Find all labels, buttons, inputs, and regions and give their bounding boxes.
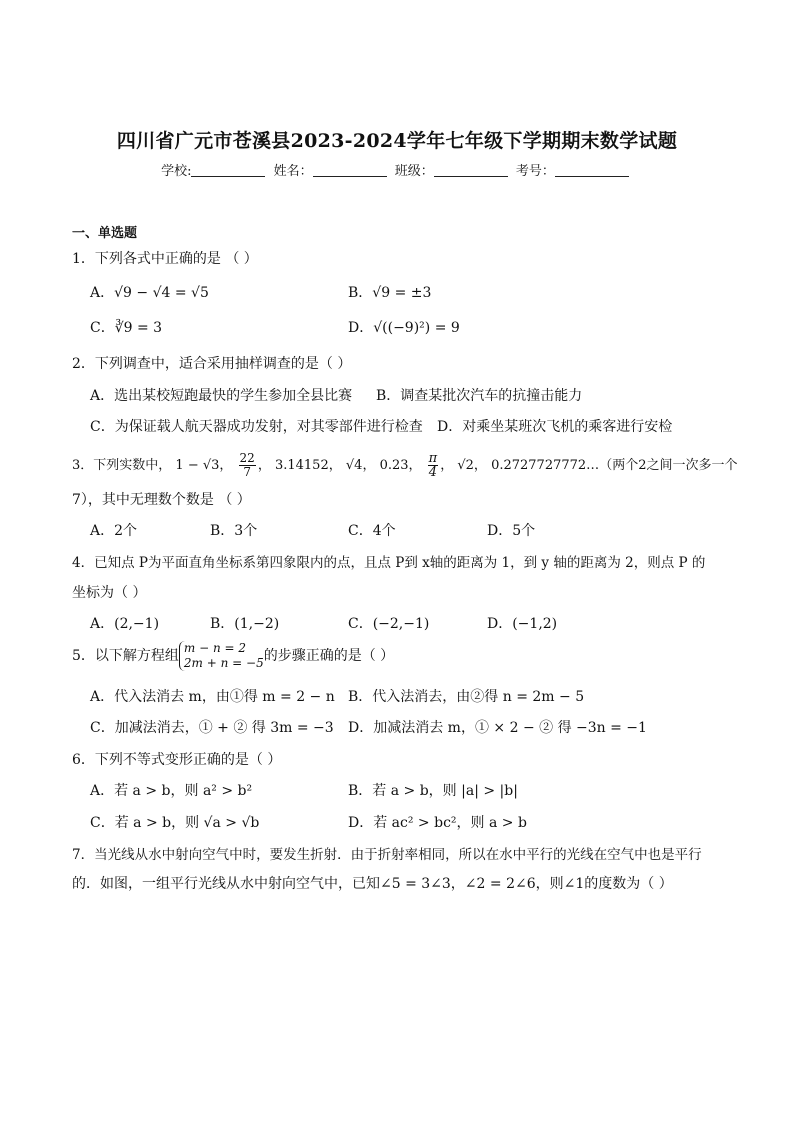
q4-stem-line1: 4．已知点 P为平面直角坐标系第四象限内的点，且点 P到 x轴的距离为 1，到 y 轴的距离为 2，则点 P 的 xyxy=(72,555,706,571)
name-blank[interactable] xyxy=(313,164,387,177)
q3-number-8: 0.2727727772… xyxy=(491,458,600,473)
q4-option-d[interactable]: D．(−1,2) xyxy=(487,616,558,632)
q2-option-c[interactable]: C．为保证载人航天器成功发射，对其零部件进行检查 xyxy=(90,419,423,435)
q5-option-c[interactable]: C．加减法消去，① + ② 得 3m = −3 xyxy=(90,720,334,736)
q4-option-b[interactable]: B．(1,−2) xyxy=(210,616,280,632)
q5-equation-2: 2m + n = −5 xyxy=(183,656,264,670)
q1-option-a[interactable]: A．√9 − √4 = √5 xyxy=(90,285,209,301)
q2-option-d[interactable]: D．对乘坐某班次飞机的乘客进行安检 xyxy=(437,419,673,435)
q2-option-a[interactable]: A．选出某校短跑最快的学生参加全县比赛 xyxy=(90,388,353,404)
q3-frac-num: 22 xyxy=(239,451,255,465)
q6-option-c[interactable]: C．若 a > b，则 √a > √b xyxy=(90,815,260,831)
q3-number-5: 0.23 xyxy=(379,458,409,473)
q3-fraction-pi-4 xyxy=(428,452,439,479)
q1-option-b[interactable]: B．√9 = ±3 xyxy=(348,285,432,301)
q4-stem-line2: 坐标为（ ） xyxy=(72,585,147,601)
q5-equation-system xyxy=(179,641,264,671)
student-info-row xyxy=(0,160,794,179)
q4-option-c[interactable]: C．(−2,−1) xyxy=(348,616,430,632)
q3-option-b[interactable]: B．3个 xyxy=(210,523,258,539)
q7-stem-line1: 7．当光线从水中射向空气中时，要发生折射．由于折射率相同，所以在水中平行的光线在空气中也是平行 xyxy=(72,847,702,863)
q3-number-1: 1 − √3 xyxy=(175,458,220,473)
q3-frac-den: 7 xyxy=(243,465,251,479)
q3-number-7: √2 xyxy=(457,458,474,473)
q3-option-d[interactable]: D．5个 xyxy=(487,523,536,539)
q3-number-4: √4 xyxy=(345,458,363,473)
page-title: 四川省广元市苍溪县2023-2024学年七年级下学期期末数学试题 xyxy=(116,130,678,152)
q3-frac-pi: π xyxy=(428,451,438,466)
q3-stem-part1: 3．下列实数中， xyxy=(72,458,172,473)
q1-option-c[interactable]: C．∛9 = 3 xyxy=(90,320,163,336)
q5-equation-1: m − n = 2 xyxy=(183,641,247,655)
school-label: 学校: xyxy=(161,164,192,179)
id-label: 考号： xyxy=(515,164,555,179)
q6-option-b[interactable]: B．若 a > b，则 |a| > |b| xyxy=(348,783,518,799)
q5-stem-part2: 的步骤正确的是（ ） xyxy=(263,648,395,664)
q6-stem: 6．下列不等式变形正确的是（ ） xyxy=(72,752,282,768)
q3-option-c[interactable]: C．4个 xyxy=(348,523,396,539)
q1-stem: 1．下列各式中正确的是 （ ） xyxy=(72,251,258,267)
school-blank[interactable] xyxy=(191,164,265,177)
q3-fraction-22-7 xyxy=(239,452,256,479)
q5-stem xyxy=(72,641,732,671)
q3-option-a[interactable]: A．2个 xyxy=(90,523,138,539)
q3-stem: 3．下列实数中， 1 − √3， $\frac{22}{7}$ ， 3.14152， √4， 0.23， $\frac{\pi}{4}$ ， √2， 0.2727727772…（两个2之间一次多一个 xyxy=(72,451,738,480)
q3-stem-line2: 7），其中无理数个数是 （ ） xyxy=(72,492,251,508)
q5-stem-part1: 5．以下解方程组 xyxy=(72,648,179,664)
name-label: 姓名： xyxy=(273,164,313,179)
q4-option-a[interactable]: A．(2,−1) xyxy=(90,616,160,632)
q3-frac-4: 4 xyxy=(428,465,438,480)
q5-option-a[interactable]: A．代入法消去 m，由①得 m = 2 − n xyxy=(90,689,335,705)
q5-option-b[interactable]: B．代入法消去，由②得 n = 2m − 5 xyxy=(348,689,585,705)
q7-stem-line2: 的．如图，一组平行光线从水中射向空气中，已知∠5 = 3∠3，∠2 = 2∠6，则∠1的度数为（ ） xyxy=(72,876,673,892)
id-blank[interactable] xyxy=(555,164,629,177)
q2-option-b[interactable]: B．调查某批次汽车的抗撞击能力 xyxy=(376,388,583,404)
q3-number-3: 3.14152 xyxy=(274,458,329,473)
q6-option-a[interactable]: A．若 a > b，则 a² > b² xyxy=(90,783,253,799)
q5-option-d[interactable]: D．加减法消去 m，① × 2 − ② 得 −3n = −1 xyxy=(348,720,647,736)
q1-option-d[interactable]: D．√((−9)²) = 9 xyxy=(348,320,460,336)
section-heading: 一、单选题 xyxy=(72,226,138,241)
class-blank[interactable] xyxy=(434,164,508,177)
q6-option-d[interactable]: D．若 ac² > bc²，则 a > b xyxy=(348,815,527,831)
q2-stem: 2．下列调查中，适合采用抽样调查的是（ ） xyxy=(72,356,352,372)
class-label: 班级： xyxy=(394,164,434,179)
q3-stem-part2: （两个2之间一次多一个 xyxy=(599,458,738,473)
